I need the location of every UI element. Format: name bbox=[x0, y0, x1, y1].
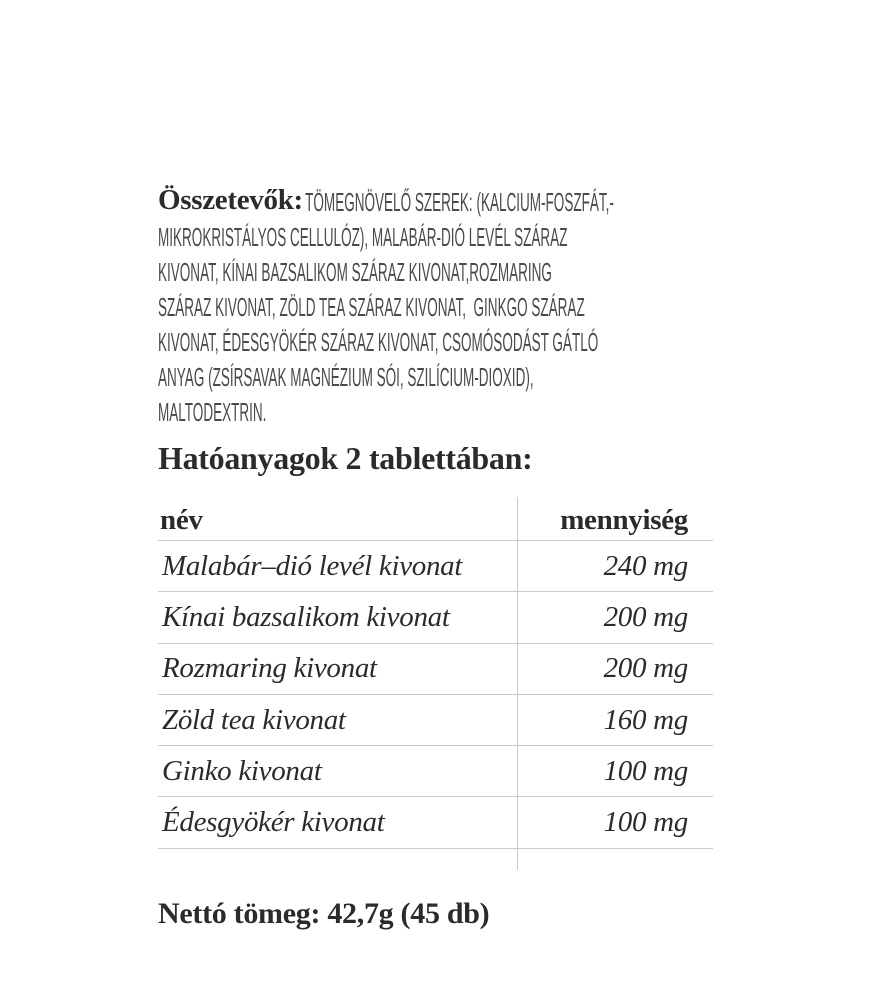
ingredient-name-cell: Ginko kivonat bbox=[162, 754, 322, 787]
ingredient-name-cell: Édesgyökér kivonat bbox=[162, 806, 385, 839]
table-body bbox=[158, 541, 713, 849]
ingredient-amount-cell: 240 mg bbox=[603, 549, 688, 582]
ingredients-line: MALTODEXTRIN. bbox=[158, 397, 267, 427]
table-row bbox=[158, 797, 713, 848]
ingredient-amount-cell: 160 mg bbox=[603, 703, 688, 736]
column-header-nev: név bbox=[160, 504, 203, 536]
ingredient-name-cell: Rozmaring kivonat bbox=[162, 652, 377, 685]
table-row bbox=[158, 644, 713, 695]
table-row bbox=[158, 592, 713, 643]
ingredient-name-cell: Kínai bazsalikom kivonat bbox=[162, 600, 450, 633]
ingredients-line: SZÁRAZ KIVONAT, ZÖLD TEA SZÁRAZ KIVONAT, GINKGO SZÁRAZ bbox=[158, 292, 585, 322]
ingredient-amount-cell: 200 mg bbox=[603, 652, 688, 685]
table-row bbox=[158, 746, 713, 797]
table-row bbox=[158, 541, 713, 592]
ingredients-line: ANYAG (ZSÍRSAVAK MAGNÉZIUM SÓI, SZILÍCIUM-DIOXID), bbox=[158, 362, 534, 392]
table-header-row bbox=[158, 497, 713, 541]
ingredients-label: Összetevők: bbox=[158, 184, 303, 216]
column-header-mennyiseg: mennyiség bbox=[560, 504, 688, 536]
net-weight: Nettó tömeg: 42,7g (45 db) bbox=[158, 897, 490, 930]
table-row bbox=[158, 695, 713, 746]
ingredient-amount-cell: 100 mg bbox=[603, 806, 688, 839]
ingredients-line: KIVONAT, ÉDESGYÖKÉR SZÁRAZ KIVONAT, CSOMÓSODÁST GÁTLÓ bbox=[158, 327, 599, 357]
ingredients-paragraph bbox=[158, 185, 834, 430]
column-divider bbox=[517, 497, 518, 870]
actives-table bbox=[158, 497, 713, 849]
ingredients-line: KIVONAT, KÍNAI BAZSALIKOM SZÁRAZ KIVONAT,ROZMARING bbox=[158, 257, 552, 287]
actives-heading: Hatóanyagok 2 tablettában: bbox=[158, 440, 533, 476]
ingredients-line: MIKROKRISTÁLYOS CELLULÓZ), MALABÁR-DIÓ LEVÉL SZÁRAZ bbox=[158, 222, 568, 252]
ingredient-amount-cell: 100 mg bbox=[603, 754, 688, 787]
ingredients-line: TÖMEGNÖVELŐ SZEREK: (KALCIUM-FOSZFÁT,- bbox=[305, 187, 614, 217]
ingredient-amount-cell: 200 mg bbox=[603, 600, 688, 633]
ingredient-name-cell: Malabár–dió levél kivonat bbox=[162, 549, 463, 582]
ingredient-name-cell: Zöld tea kivonat bbox=[162, 703, 346, 736]
